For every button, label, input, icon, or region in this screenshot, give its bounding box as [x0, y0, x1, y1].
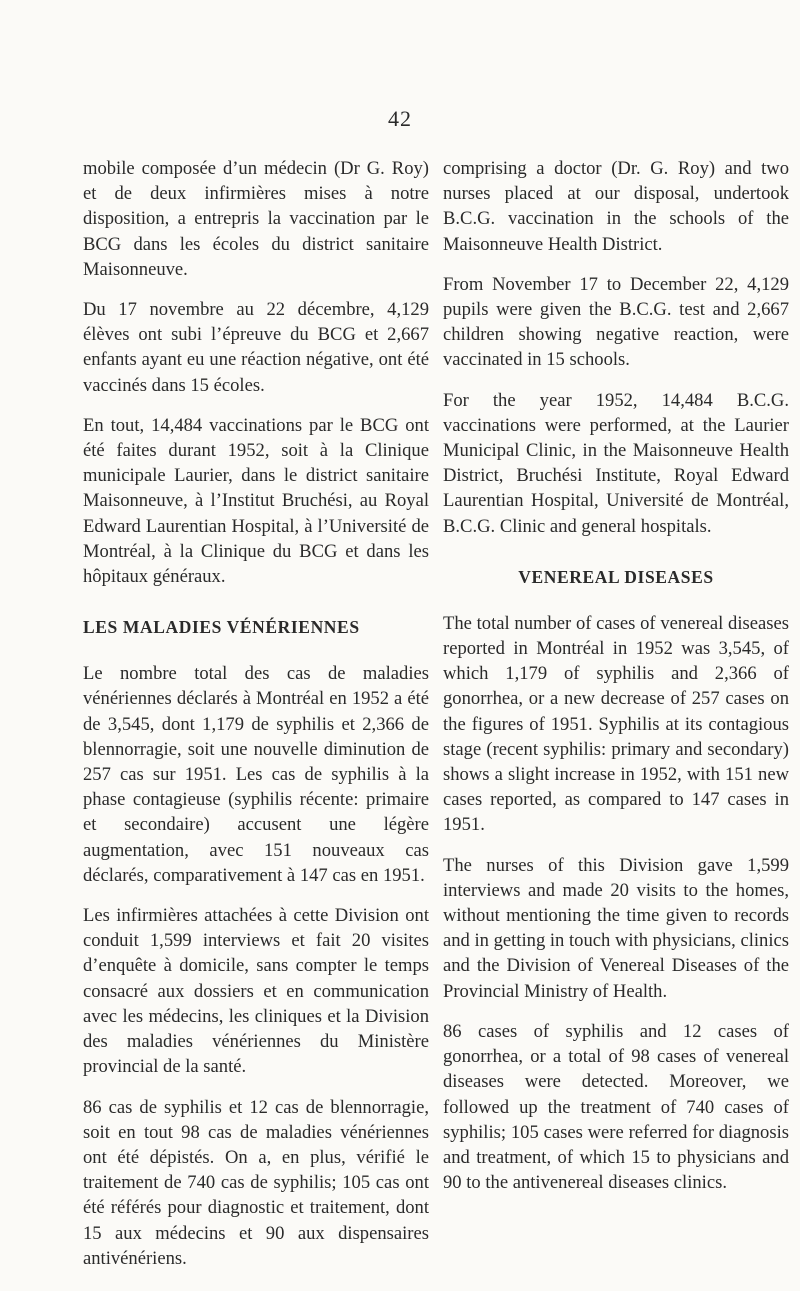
french-paragraph-bcg-total: En tout, 14,484 vaccinations par le BCG ont été faites durant 1952, soit à la Clinique municipale Laurier, dans le district sanitaire Maisonneuve, à l’Institut Bruchési, au Royal Edward Laurentian Hospital, à l’Université de Montréal, à la Clinique du BCG et dans les hôpitaux généraux.	[83, 414, 429, 588]
english-paragraph-vd-detected: 86 cases of syphilis and 12 cases of gonorrhea, or a total of 98 cases of venereal diseases were detected. Moreover, we followed up the treatment of 740 cases of syphilis; 105 cases were referred for diagnosis and treatment, of which 15 to physicians and 90 to the antivenereal diseases clinics.	[443, 1020, 789, 1194]
english-paragraph-bcg-total: For the year 1952, 14,484 B.C.G. vaccinations were performed, at the Laurier Municipal Clinic, in the Maisonneuve Health District, Bruchési Institute, Royal Edward Laurentian Hospital, Université de Montréal, B.C.G. Clinic and general hospitals.	[443, 389, 789, 537]
french-section-heading: LES MALADIES VÉNÉRIENNES	[83, 617, 360, 638]
french-paragraph-vd-detected: 86 cas de syphilis et 12 cas de blennorragie, soit en tout 98 cas de maladies vénériennes ont été dépistés. On a, en plus, vérifié le traitement de 740 cas de syphilis; 105 cas ont été référés pour diagnostic et traitement, dont 15 aux médecins et 90 aux dispensaires antivénériens.	[83, 1096, 429, 1269]
french-column	[83, 156, 429, 1286]
english-paragraph-vd-totals: The total number of cases of venereal diseases reported in Montréal in 1952 was 3,545, of which 1,179 of syphilis and 2,366 of gonorrhea, or a new decrease of 257 cases on the figures of 1951. Syphilis at its contagious stage (recent syphilis: primary and secondary) shows a slight increase in 1952, with 151 new cases reported, as compared to 147 cases in 1951.	[443, 612, 789, 836]
english-paragraph-bcg-unit: comprising a doctor (Dr. G. Roy) and two nurses placed at our disposal, undertook B.C.G. vaccination in the schools of the Maisonneuve Health District.	[443, 158, 789, 255]
french-paragraph-bcg-unit: mobile composée d’un médecin (Dr G. Roy) et de deux infirmières mises à notre disposition, a entrepris la vaccination par le BCG dans les écoles du district sanitaire Maisonneuve.	[83, 158, 429, 280]
english-paragraph-bcg-schools: From November 17 to December 22, 4,129 pupils were given the B.C.G. test and 2,667 children showing negative reaction, were vaccinated in 15 schools.	[443, 273, 789, 371]
french-paragraph-vd-nurses: Les infirmières attachées à cette Division ont conduit 1,599 interviews et fait 20 visites d’enquête à domicile, sans compter le temps consacré aux dossiers et en communication avec les médecins, les cliniques et la Division des maladies vénériennes du Ministère provincial de la santé.	[83, 905, 429, 1078]
page-number: 42	[388, 106, 412, 131]
french-paragraph-bcg-schools: Du 17 novembre au 22 décembre, 4,129 élèves ont subi l’épreuve du BCG et 2,667 enfants ayant eu une réaction négative, ont été vaccinés dans 15 écoles.	[83, 299, 429, 396]
english-column	[443, 156, 789, 1210]
french-paragraph-vd-totals: Le nombre total des cas de maladies vénériennes déclarés à Montréal en 1952 a été de 3,545, dont 1,179 de syphilis et 2,366 de blennorragie, soit une nouvelle diminution de 257 cas sur 1951. Les cas de syphilis à la phase contagieuse (syphilis récente: primaire et secondaire) accusent une légère augmentation, avec 151 nouveaux cas déclarés, comparativement à 147 cas en 1951.	[83, 663, 429, 886]
english-paragraph-vd-nurses: The nurses of this Division gave 1,599 interviews and made 20 visits to the homes, without mentioning the time given to records and in getting in touch with physicians, clinics and the Division of Venereal Diseases of the Provincial Ministry of Health.	[443, 854, 789, 1002]
english-section-heading: VENEREAL DISEASES	[518, 566, 714, 587]
